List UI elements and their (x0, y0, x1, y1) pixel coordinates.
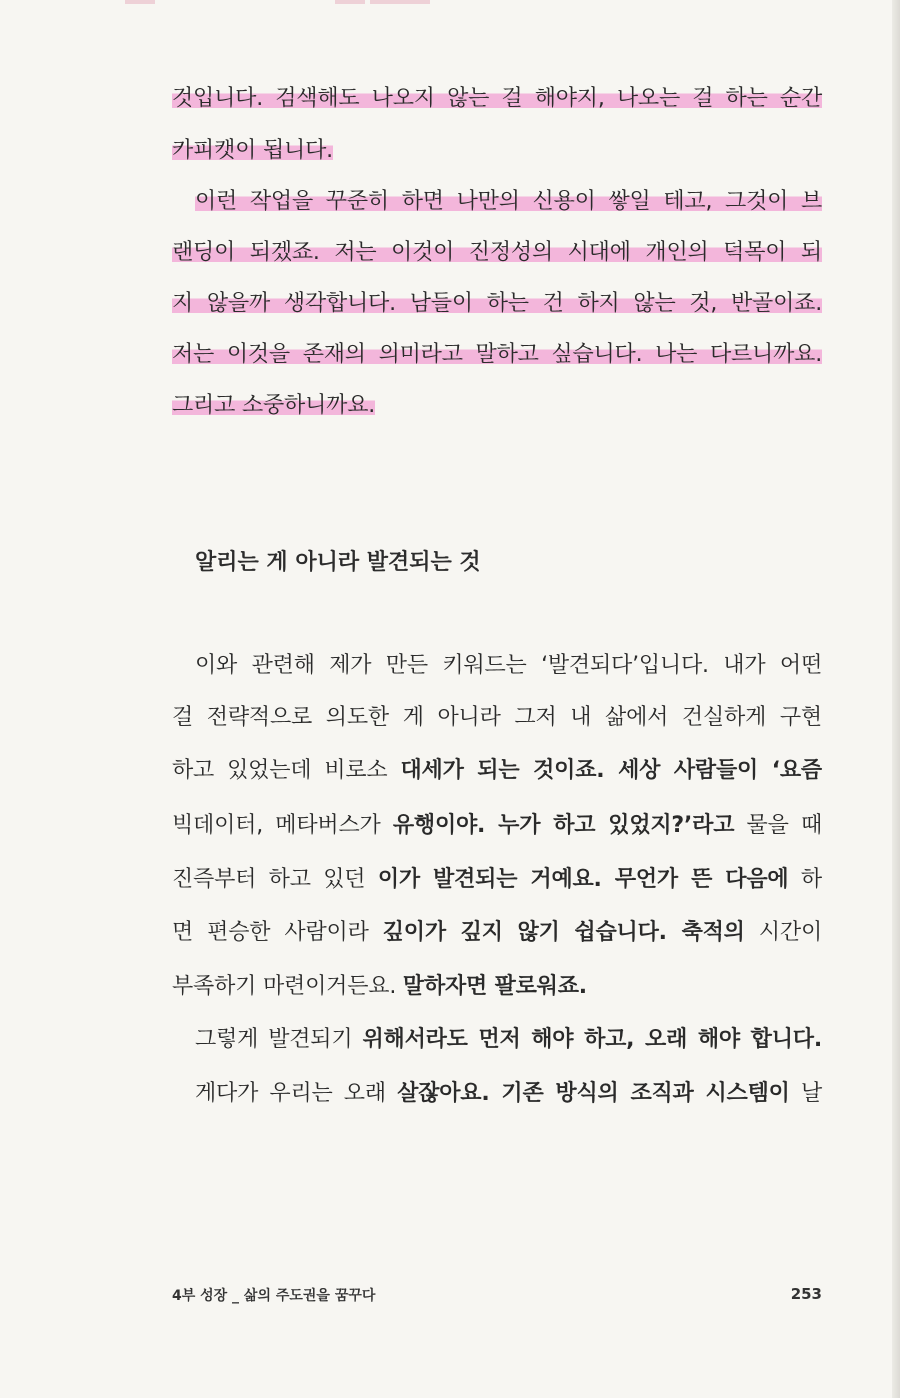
page-edge-shadow (892, 0, 900, 1398)
p4-line-1: 그렇게 발견되기 위해서라도 먼저 해야 하고, 오래 해야 합니다. (195, 1027, 822, 1052)
p3-line-4: 빅데이터, 메타버스가 유행이야. 누가 하고 있었지?’라고 물을 때 (172, 813, 822, 838)
p2-line-1: 이런 작업을 꾸준히 하면 나만의 신용이 쌓일 테고, 그것이 브 (195, 189, 822, 214)
page-number: 253 (790, 1285, 822, 1303)
p3-line-3: 하고 있었는데 비로소 대세가 되는 것이죠. 세상 사람들이 ‘요즘 (172, 758, 822, 783)
p2-line-2: 랜딩이 되겠죠. 저는 이것이 진정성의 시대에 개인의 덕목이 되 (172, 240, 822, 265)
top-edge-marks (0, 0, 900, 8)
p3-line-5: 진즉부터 하고 있던 이가 발견되는 거예요. 무언가 뜬 다음에 하 (172, 867, 822, 892)
p3-line-2: 걸 전략적으로 의도한 게 아니라 그저 내 삶에서 건실하게 구현 (172, 705, 822, 730)
p2-line-3: 지 않을까 생각합니다. 남들이 하는 건 하지 않는 것, 반골이죠. (172, 291, 822, 316)
p1-line-1: 것입니다. 검색해도 나오지 않는 걸 해야지, 나오는 걸 하는 순간 (172, 86, 822, 111)
section-heading: 알리는 게 아니라 발견되는 것 (195, 550, 481, 575)
p5-line-1: 게다가 우리는 오래 살잖아요. 기존 방식의 조직과 시스템이 날 (195, 1081, 823, 1106)
p3-line-1: 이와 관련해 제가 만든 키워드는 ‘발견되다’입니다. 내가 어떤 (195, 653, 822, 678)
running-footer-title: 4부 성장 _ 삶의 주도권을 꿈꾸다 (172, 1288, 376, 1304)
p1-line-2: 카피캣이 됩니다. (172, 138, 333, 163)
p3-line-6: 면 편승한 사람이라 깊이가 깊지 않기 쉽습니다. 축적의 시간이 (172, 920, 822, 945)
p2-line-5: 그리고 소중하니까요. (172, 393, 376, 418)
p3-line-7: 부족하기 마련이거든요. 말하자면 팔로워죠. (172, 974, 587, 999)
p2-line-4: 저는 이것을 존재의 의미라고 말하고 싶습니다. 나는 다르니까요. (172, 342, 822, 367)
